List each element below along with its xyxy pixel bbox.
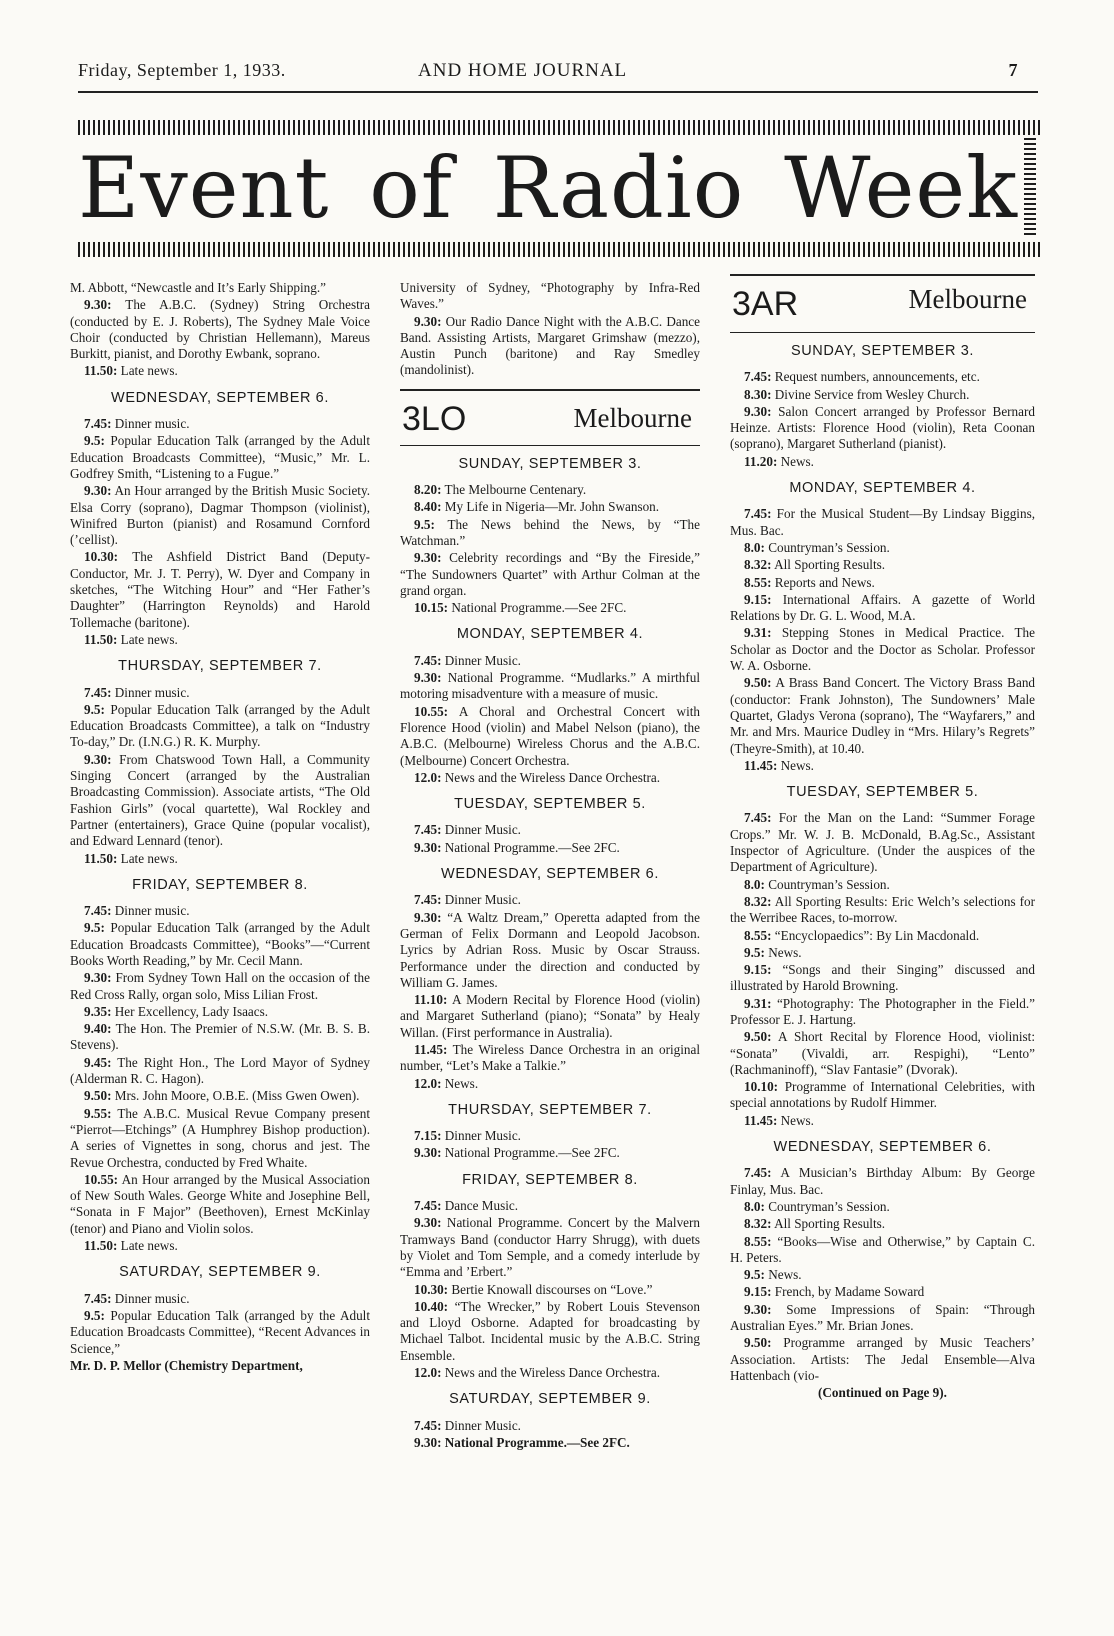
program-item bbox=[730, 877, 1035, 893]
page-number: 7 bbox=[1008, 60, 1018, 80]
program-time: 9.5: bbox=[84, 701, 105, 717]
program-description: News. bbox=[780, 453, 814, 469]
program-item bbox=[400, 600, 700, 616]
program-time: 9.50: bbox=[744, 1335, 772, 1351]
program-description: All Sporting Results. bbox=[774, 557, 886, 573]
program-item bbox=[400, 910, 700, 991]
program-item bbox=[400, 550, 700, 599]
program-time: 7.45: bbox=[414, 652, 442, 668]
program-continuation: Mr. D. P. Mellor (Chemistry Department, bbox=[70, 1357, 303, 1373]
program-description: Popular Education Talk (arranged by the Adult Education Broadcasts Committee), “Books”—“Current Books Worth Reading,” by Mr. Cecil Mann. bbox=[70, 920, 370, 968]
program-description: National Programme. Concert by the Malvern Tramways Band (conductor Harry Shrugg), with duets by Violet and Tom Semple, and a comedy interlude by “Emma and ’Erbert.” bbox=[400, 1215, 701, 1280]
program-description: A Musician’s Birthday Album: By George Finlay, Mus. Bac. bbox=[730, 1165, 1035, 1197]
program-item bbox=[730, 1335, 1035, 1384]
program-time: 9.30: bbox=[414, 313, 442, 329]
program-description: News and the Wireless Dance Orchestra. bbox=[444, 1365, 661, 1381]
program-item bbox=[730, 1302, 1035, 1335]
program-description: News and the Wireless Dance Orchestra. bbox=[444, 769, 661, 785]
program-description: The Right Hon., The Lord Mayor of Sydney (Alderman R. C. Hagon). bbox=[70, 1054, 370, 1087]
program-description: Mrs. John Moore, O.B.E. (Miss Gwen Owen). bbox=[114, 1088, 360, 1104]
program-item bbox=[730, 625, 1035, 674]
program-item bbox=[70, 1055, 370, 1088]
program-time: 10.40: bbox=[414, 1298, 449, 1314]
program-time: 8.55: bbox=[744, 1233, 772, 1249]
program-item bbox=[400, 670, 700, 703]
program-item bbox=[400, 653, 700, 669]
program-description: Countryman’s Session. bbox=[768, 1198, 890, 1214]
day-heading: MONDAY, SEPTEMBER 4. bbox=[456, 626, 644, 643]
program-item bbox=[400, 1042, 700, 1075]
program-description: “A Waltz Dream,” Operetta adapted from the German of Felix Dormann and Leopold Jacobson. Lyrics by Adrian Ross. Music by Oscar Strauss. Performance under the direction and conducted by William G. James. bbox=[400, 909, 701, 990]
program-item bbox=[70, 1308, 370, 1357]
program-item bbox=[70, 549, 370, 630]
program-time: 10.15: bbox=[414, 600, 449, 616]
program-item bbox=[400, 992, 700, 1041]
day-heading: FRIDAY, SEPTEMBER 8. bbox=[462, 1171, 638, 1188]
station-rule bbox=[400, 389, 700, 391]
program-time: 7.45: bbox=[84, 903, 112, 919]
day-heading: THURSDAY, SEPTEMBER 7. bbox=[448, 1101, 652, 1118]
program-time: 10.30: bbox=[84, 549, 119, 565]
program-description: Dinner music. bbox=[114, 416, 190, 432]
program-time: 9.45: bbox=[84, 1054, 112, 1070]
program-item bbox=[730, 1113, 1035, 1129]
program-item bbox=[400, 1435, 700, 1451]
program-description: Divine Service from Wesley Church. bbox=[774, 386, 970, 402]
program-description: News. bbox=[444, 1075, 479, 1091]
program-description: News. bbox=[780, 1112, 814, 1128]
program-item bbox=[730, 810, 1035, 875]
program-description: Late news. bbox=[120, 363, 178, 379]
program-continuation: M. Abbott, “Newcastle and It’s Early Shipping.” bbox=[70, 280, 327, 295]
program-description: National Programme.—See 2FC. bbox=[444, 839, 620, 855]
station-call-sign: 3AR bbox=[732, 285, 799, 323]
program-description: A Short Recital by Florence Hood, violinist: “Sonata” (Vivaldi, arr. Respighi), “Lento” (Rachmaninoff), “Slav Fantasie” (Dvorak). bbox=[730, 1029, 1035, 1077]
program-item bbox=[730, 1165, 1035, 1198]
program-description: From Sydney Town Hall on the occasion of the Red Cross Rally, organ solo, Miss Lilian Frost. bbox=[70, 970, 371, 1002]
program-item bbox=[730, 557, 1035, 573]
day-heading: SUNDAY, SEPTEMBER 3. bbox=[790, 343, 975, 359]
program-description: The A.B.C. Musical Revue Company present “Pierrot—Etchings” (A Humphrey Bishop production). A series of Vignettes in song, chorus and jest. The Revue Orchestra, conducted by Fred Whaite. bbox=[70, 1105, 370, 1170]
program-item bbox=[730, 945, 1035, 961]
program-description: Salon Concert arranged by Professor Bernard Heinze. Artists: Florence Hood (violin), Reta Coonan (soprano), Margaret Sutherland (pianist). bbox=[730, 403, 1035, 452]
program-item bbox=[400, 499, 700, 515]
program-time: 11.50: bbox=[84, 631, 118, 647]
program-description: All Sporting Results. bbox=[774, 1216, 886, 1232]
program-description: Dinner music. bbox=[114, 903, 190, 919]
program-time: 9.5: bbox=[744, 944, 765, 960]
program-time: 8.30: bbox=[744, 386, 772, 402]
program-description: Countryman’s Session. bbox=[768, 539, 890, 555]
program-time: 8.0: bbox=[744, 1198, 765, 1214]
program-description: Popular Education Talk (arranged by the Adult Education Broadcasts Committee), “Music,” Mr. L. Godfrey Smith, “Listening to a Fugue.” bbox=[70, 433, 370, 481]
program-description: Late news. bbox=[120, 850, 178, 866]
program-description: News. bbox=[780, 757, 814, 773]
banner-word: Radio bbox=[492, 139, 745, 237]
program-description: The Ashfield District Band (Deputy-Conductor, Mr. J. T. Perry), W. Dyer and Company in sketches, “The Witching Hour” and “Her Father’s Daughter” (Harrington Reynolds) and Harold Tollemache (baritone). bbox=[70, 549, 370, 630]
program-item bbox=[730, 1267, 1035, 1283]
program-description: “Songs and their Singing” discussed and illustrated by Harold Browning. bbox=[730, 962, 1035, 994]
program-description: Dinner Music. bbox=[444, 1417, 521, 1433]
program-time: 11.20: bbox=[744, 453, 778, 469]
program-time: 9.40: bbox=[84, 1021, 112, 1037]
program-description: The Melbourne Centenary. bbox=[444, 482, 587, 498]
program-description: National Programme.—See 2FC. bbox=[444, 1434, 630, 1450]
program-time: 11.50: bbox=[84, 363, 118, 379]
program-item bbox=[730, 1029, 1035, 1078]
program-item bbox=[70, 920, 370, 969]
program-item bbox=[730, 996, 1035, 1029]
program-item bbox=[730, 1284, 1035, 1300]
program-item bbox=[730, 540, 1035, 556]
program-item bbox=[70, 363, 370, 379]
program-time: 10.30: bbox=[414, 1281, 449, 1297]
program-item bbox=[730, 1079, 1035, 1112]
program-description: National Programme.—See 2FC. bbox=[451, 600, 627, 616]
program-item bbox=[70, 1088, 370, 1104]
program-item bbox=[70, 851, 370, 867]
program-description: French, by Madame Soward bbox=[774, 1284, 925, 1300]
program-description: Dinner Music. bbox=[444, 892, 521, 908]
day-heading: WEDNESDAY, SEPTEMBER 6. bbox=[773, 1139, 992, 1156]
program-time: 9.30: bbox=[744, 1301, 772, 1317]
program-item bbox=[730, 1199, 1035, 1215]
program-description: Popular Education Talk (arranged by the Adult Education Broadcasts Committee), a talk on “Industry To-day,” Dr. (I.N.G.) R. K. Murphy. bbox=[70, 701, 370, 750]
program-time: 8.0: bbox=[744, 539, 765, 555]
program-time: 7.45: bbox=[84, 416, 112, 432]
program-item bbox=[730, 404, 1035, 453]
program-description: National Programme.—See 2FC. bbox=[444, 1145, 620, 1161]
journal-title: AND HOME JOURNAL bbox=[418, 60, 628, 81]
program-time: 7.45: bbox=[744, 369, 772, 385]
header-rule bbox=[78, 91, 1038, 93]
program-item bbox=[70, 1106, 370, 1171]
day-heading: TUESDAY, SEPTEMBER 5. bbox=[454, 796, 646, 813]
program-time: 9.15: bbox=[744, 962, 772, 978]
program-item bbox=[730, 592, 1035, 625]
program-description: The Hon. The Premier of N.S.W. (Mr. B. S. B. Stevens). bbox=[70, 1021, 371, 1053]
program-item bbox=[70, 433, 370, 482]
program-description: An Hour arranged by the Musical Association of New South Wales. George White and Josephine Bell, “Sonata in F Major” (Beethoven), Ernest McKinlay (tenor) and Piano and Violin solos. bbox=[70, 1171, 370, 1236]
day-heading: MONDAY, SEPTEMBER 4. bbox=[789, 480, 976, 497]
program-item bbox=[400, 704, 700, 769]
program-time: 8.32: bbox=[744, 557, 772, 573]
program-item bbox=[400, 1128, 700, 1144]
program-description: Her Excellency, Lady Isaacs. bbox=[114, 1003, 269, 1019]
program-description: Late news. bbox=[120, 631, 178, 647]
running-head bbox=[78, 60, 1018, 86]
program-time: 8.32: bbox=[744, 1216, 772, 1232]
program-item bbox=[70, 1291, 370, 1307]
program-time: 12.0: bbox=[414, 769, 442, 785]
program-item bbox=[730, 1234, 1035, 1267]
day-heading: FRIDAY, SEPTEMBER 8. bbox=[132, 876, 308, 893]
day-heading: THURSDAY, SEPTEMBER 7. bbox=[118, 658, 322, 675]
station-city: Melbourne bbox=[908, 284, 1027, 314]
program-time: 9.30: bbox=[414, 909, 442, 925]
program-item bbox=[400, 770, 700, 786]
program-time: 9.15: bbox=[744, 1284, 772, 1300]
program-time: 9.5: bbox=[84, 433, 105, 449]
program-time: 8.55: bbox=[744, 927, 772, 943]
program-time: 9.50: bbox=[84, 1088, 112, 1104]
program-item bbox=[400, 840, 700, 856]
program-item bbox=[730, 675, 1035, 756]
program-time: 9.30: bbox=[744, 403, 772, 419]
program-description: Our Radio Dance Night with the A.B.C. Dance Band. Assisting Artists, Margaret Grimshaw (mezzo), Austin Punch (baritone) and Ray Smedley (mandolinist). bbox=[400, 313, 701, 378]
program-item bbox=[730, 1216, 1035, 1232]
banner-word: of bbox=[369, 139, 453, 237]
day-heading: SATURDAY, SEPTEMBER 9. bbox=[119, 1264, 321, 1281]
program-time: 9.30: bbox=[84, 970, 112, 986]
program-description: Request numbers, announcements, etc. bbox=[774, 369, 980, 385]
program-description: Programme of International Celebrities, with special annotations by Rudolf Himmer. bbox=[730, 1079, 1035, 1111]
program-item bbox=[730, 894, 1035, 927]
banner-word: Week bbox=[784, 139, 1018, 237]
program-description: For the Musical Student—By Lindsay Biggins, Mus. Bac. bbox=[730, 506, 1035, 538]
program-time: 9.31: bbox=[744, 995, 772, 1011]
program-item bbox=[70, 1172, 370, 1237]
program-description: News. bbox=[768, 944, 802, 960]
program-description: “Photography: The Photographer in the Field.” Professor E. J. Hartung. bbox=[730, 995, 1036, 1027]
program-time: 7.45: bbox=[84, 1290, 112, 1306]
station-city: Melbourne bbox=[573, 402, 692, 433]
program-description: National Programme. “Mudlarks.” A mirthful motoring misadventure with a measure of music. bbox=[400, 670, 701, 702]
program-item bbox=[70, 1238, 370, 1254]
program-time: 7.45: bbox=[84, 684, 112, 700]
program-description: Dinner Music. bbox=[444, 1128, 521, 1144]
program-time: 9.50: bbox=[744, 1029, 772, 1045]
program-item bbox=[400, 517, 700, 550]
program-description: Dinner music. bbox=[114, 684, 190, 700]
program-time: 9.30: bbox=[84, 483, 112, 499]
program-item bbox=[400, 1145, 700, 1161]
program-time: 9.30: bbox=[84, 297, 112, 313]
program-time: 7.45: bbox=[414, 1417, 442, 1433]
program-description: Dinner Music. bbox=[444, 652, 521, 668]
program-item bbox=[730, 928, 1035, 944]
station-header bbox=[400, 397, 700, 446]
program-time: 7.45: bbox=[744, 810, 772, 826]
program-description: News. bbox=[768, 1267, 802, 1283]
day-heading: WEDNESDAY, SEPTEMBER 6. bbox=[441, 866, 659, 883]
program-description: Celebrity recordings and “By the Fireside,” “The Sundowners Quartet” with Arthur Colman at the grand organ. bbox=[400, 550, 700, 598]
program-description: Popular Education Talk (arranged by the Adult Education Broadcasts Committee), “Recent Advances in Science,” bbox=[70, 1307, 370, 1356]
program-time: 9.30: bbox=[414, 670, 442, 686]
continued-note: (Continued on Page 9). bbox=[818, 1385, 947, 1401]
program-time: 9.30: bbox=[414, 839, 442, 855]
program-item bbox=[70, 685, 370, 701]
program-time: 9.35: bbox=[84, 1003, 112, 1019]
program-item bbox=[730, 369, 1035, 385]
program-item bbox=[70, 702, 370, 751]
program-item bbox=[400, 1198, 700, 1214]
program-time: 11.50: bbox=[84, 850, 118, 866]
program-time: 11.10: bbox=[414, 992, 448, 1008]
station-header bbox=[730, 274, 1035, 333]
program-description: Stepping Stones in Medical Practice. The Scholar as Doctor and the Doctor as Scholar. Professor W. A. Osborne. bbox=[730, 625, 1035, 674]
program-description: “The Wrecker,” by Robert Louis Stevenson and Lloyd Osborne. Adapted for broadcasting by Michael Talbot. Incidental music by the A.B.C. String Ensemble. bbox=[400, 1298, 700, 1363]
program-item bbox=[400, 1418, 700, 1434]
program-time: 11.45: bbox=[744, 1112, 778, 1128]
program-time: 10.55: bbox=[414, 703, 449, 719]
column-2 bbox=[400, 280, 700, 1452]
program-description: Programme arranged by Music Teachers’ Association. Artists: The Jedal Ensemble—Alva Hattenbach (vio- bbox=[730, 1335, 1036, 1383]
program-description: Dance Music. bbox=[444, 1198, 519, 1214]
program-item bbox=[730, 758, 1035, 774]
day-heading: SATURDAY, SEPTEMBER 9. bbox=[449, 1391, 651, 1408]
program-description: Some Impressions of Spain: “Through Australian Eyes.” Mr. Brian Jones. bbox=[730, 1301, 1036, 1334]
program-item bbox=[400, 314, 700, 379]
program-description: Reports and News. bbox=[774, 574, 875, 590]
program-item bbox=[400, 482, 700, 498]
program-time: 9.5: bbox=[414, 516, 435, 532]
program-description: Dinner music. bbox=[114, 1290, 190, 1306]
program-description: A Modern Recital by Florence Hood (violin) and Margaret Sutherland (piano); “Sonata” by Healy Willan. (First performance in Australia). bbox=[400, 992, 700, 1040]
program-item bbox=[70, 297, 370, 362]
issue-date: Friday, September 1, 1933. bbox=[78, 60, 286, 80]
program-time: 7.45: bbox=[414, 892, 442, 908]
program-item bbox=[730, 962, 1035, 995]
program-description: An Hour arranged by the British Music Society. Elsa Corry (soprano), Dagmar Thompson (violinist), Winifred Burton (pianist) and Rosamund Cornford (’cellist). bbox=[70, 483, 371, 548]
station-call-sign: 3LO bbox=[402, 399, 467, 438]
program-description: Countryman’s Session. bbox=[768, 876, 890, 892]
program-description: Dinner Music. bbox=[444, 822, 521, 838]
program-item bbox=[730, 387, 1035, 403]
program-description: A Brass Band Concert. The Victory Brass Band (conductor: Frank Johnston), The Sundowners’ Male Quartet, Gladys Verona (soprano), The “Wayfarers,” and Mr. and Mrs. Maurice Dudley in “Mrs. Hilary’s Regrets” (Theyre-Smith), at 10.40. bbox=[730, 675, 1036, 756]
program-item bbox=[70, 903, 370, 919]
program-description: Late news. bbox=[120, 1238, 178, 1254]
program-description: “Books—Wise and Otherwise,” by Captain C. H. Peters. bbox=[730, 1233, 1035, 1265]
program-time: 7.15: bbox=[414, 1128, 442, 1144]
program-time: 7.45: bbox=[744, 1165, 772, 1181]
program-item bbox=[400, 892, 700, 908]
program-time: 9.30: bbox=[414, 550, 442, 566]
program-item bbox=[70, 970, 370, 1003]
program-description: My Life in Nigeria—Mr. John Swanson. bbox=[444, 499, 660, 515]
program-time: 9.31: bbox=[744, 625, 772, 641]
program-continuation: University of Sydney, “Photography by Infra-Red Waves.” bbox=[400, 280, 700, 312]
program-time: 10.55: bbox=[84, 1171, 119, 1187]
program-time: 9.30: bbox=[414, 1215, 442, 1231]
program-description: For the Man on the Land: “Summer Forage Crops.” Mr. W. J. B. McDonald, B.Ag.Sc., Assistant Inspector of Agriculture. (Under the auspices of the Department of Agriculture). bbox=[730, 810, 1036, 875]
program-time: 7.45: bbox=[414, 1198, 442, 1214]
day-heading: WEDNESDAY, SEPTEMBER 6. bbox=[111, 389, 329, 406]
program-time: 9.5: bbox=[744, 1267, 765, 1283]
day-heading: SUNDAY, SEPTEMBER 3. bbox=[458, 455, 642, 472]
banner-border-bottom bbox=[78, 242, 1040, 257]
program-description: “Encyclopaedics”: By Lin Macdonald. bbox=[774, 927, 980, 943]
program-description: International Affairs. A gazette of World Relations by Dr. G. L. Wood, M.A. bbox=[730, 591, 1035, 624]
program-description: From Chatswood Town Hall, a Community Singing Concert (arranged by the Australian Broadcasting Commission). Associate artists, “The Old Fashion Girls” (vocal quartette), Wal Rockley and Partner (entertainers), Grace Quine (popular vocalist), and Edward Lennard (tenor). bbox=[70, 751, 370, 849]
program-item bbox=[400, 1076, 700, 1092]
program-time: 9.5: bbox=[84, 920, 105, 936]
banner-border-top bbox=[78, 120, 1040, 135]
program-time: 9.55: bbox=[84, 1105, 112, 1121]
program-item bbox=[730, 506, 1035, 539]
program-time: 12.0: bbox=[414, 1365, 442, 1381]
program-time: 9.30: bbox=[414, 1145, 442, 1161]
program-description: Bertie Knowall discourses on “Love.” bbox=[451, 1281, 653, 1297]
banner-word: Event bbox=[78, 139, 330, 237]
column-1 bbox=[70, 280, 370, 1375]
program-description: The News behind the News, by “The Watchman.” bbox=[400, 516, 700, 548]
banner-title bbox=[78, 138, 1018, 238]
program-item bbox=[730, 575, 1035, 591]
column-3 bbox=[730, 280, 1035, 1403]
program-time: 9.30: bbox=[414, 1434, 442, 1450]
program-time: 11.45: bbox=[744, 757, 778, 773]
program-time: 9.15: bbox=[744, 591, 772, 607]
program-time: 8.20: bbox=[414, 482, 442, 498]
program-item bbox=[400, 1282, 700, 1298]
program-item bbox=[70, 632, 370, 648]
program-item bbox=[400, 1215, 700, 1280]
program-item bbox=[730, 454, 1035, 470]
program-time: 11.45: bbox=[414, 1041, 448, 1057]
program-item bbox=[70, 752, 370, 850]
program-item bbox=[70, 1004, 370, 1020]
program-description: All Sporting Results: Eric Welch’s selections for the Werribee Races, to-morrow. bbox=[730, 893, 1035, 926]
program-item bbox=[400, 822, 700, 838]
program-item bbox=[70, 483, 370, 548]
program-time: 8.32: bbox=[744, 893, 772, 909]
program-item bbox=[400, 1299, 700, 1364]
program-description: A Choral and Orchestral Concert with Florence Hood (violin) and Mabel Nelson (piano), the A.B.C. (Melbourne) Wireless Chorus and the A.B.C. (Melbourne) Concert Orchestra. bbox=[400, 703, 700, 768]
banner-border-side bbox=[1024, 138, 1036, 238]
program-item bbox=[70, 416, 370, 432]
program-item bbox=[70, 1021, 370, 1054]
program-time: 8.55: bbox=[744, 574, 772, 590]
program-time: 7.45: bbox=[744, 506, 772, 522]
program-time: 9.5: bbox=[84, 1307, 105, 1323]
program-description: The Wireless Dance Orchestra in an original number, “Let’s Make a Talkie.” bbox=[400, 1041, 701, 1074]
program-description: The A.B.C. (Sydney) String Orchestra (conducted by E. J. Roberts), The Sydney Male Voice Choir (conducted by Christian Hellemann), Mareus Burkitt, pianist, and Dorothy Ewbank, soprano. bbox=[70, 297, 371, 362]
program-time: 10.10: bbox=[744, 1079, 779, 1095]
program-time: 8.40: bbox=[414, 499, 442, 515]
program-time: 8.0: bbox=[744, 876, 765, 892]
program-time: 9.50: bbox=[744, 675, 772, 691]
program-item bbox=[400, 1365, 700, 1381]
program-time: 7.45: bbox=[414, 822, 442, 838]
day-heading: TUESDAY, SEPTEMBER 5. bbox=[786, 784, 979, 801]
program-time: 9.30: bbox=[84, 751, 112, 767]
program-time: 12.0: bbox=[414, 1075, 442, 1091]
program-time: 11.50: bbox=[84, 1238, 118, 1254]
